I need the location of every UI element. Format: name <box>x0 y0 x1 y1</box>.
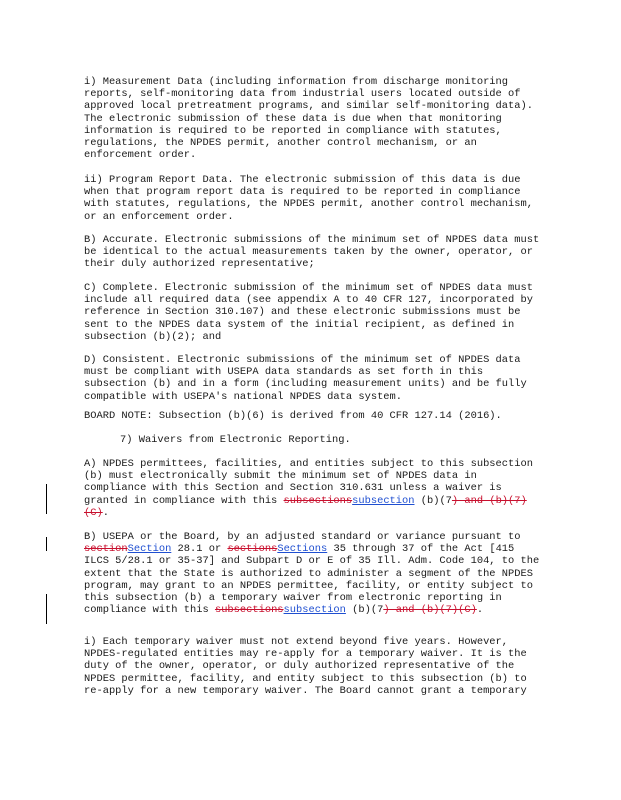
paragraph-text <box>84 531 544 616</box>
text-run: B) USEPA or the Board, by an adjusted standard or variance pursuant to <box>84 531 521 543</box>
paragraph-text: i) Measurement Data (including information from discharge monitoring reports, self-monitoring data from industrial users located outside of approved local pretreatment programs, and similar self-monitoring data). The electronic submission of these data is due when that monitoring information is required to be reported in compliance with statutes, regulations, the NPDES permit, another control mechanism, or an enforcement order. <box>84 76 533 162</box>
paragraph-waiver-b <box>84 531 544 616</box>
paragraph-accurate <box>84 234 544 271</box>
paragraph-waiver-i <box>84 636 544 697</box>
paragraph-text: BOARD NOTE: Subsection (b)(6) is derived from 40 CFR 127.14 (2016). <box>84 410 502 422</box>
heading-text: 7) Waivers from Electronic Reporting. <box>120 434 351 446</box>
deleted-text: sections <box>227 543 278 556</box>
paragraph-text: i) Each temporary waiver must not extend beyond five years. However, NPDES-regulated entities may re-apply for a temporary waiver. It is the duty of the owner, operator, or duly authorized representative of the NPDES permittee, facility, and entity subject to this subsection (b) to re-apply for a new temporary waiver. The Board cannot grant a temporary <box>84 636 527 697</box>
inserted-text: subsection <box>283 604 346 617</box>
paragraph-waiver-a <box>84 458 544 519</box>
paragraph-text: B) Accurate. Electronic submissions of the minimum set of NPDES data must be identical to the actual measurements taken by the owner, operator, or their duly authorized representative; <box>84 234 540 271</box>
paragraph-text: D) Consistent. Electronic submissions of the minimum set of NPDES data must be compliant with USEPA data standards as set forth in this subsection (b) and in a form (including measurement units) and be fully compatible with USEPA's national NPDES data system. <box>84 354 527 403</box>
section-heading-waivers <box>84 434 544 446</box>
paragraph-program-report-data <box>84 174 544 223</box>
paragraph-text <box>84 458 544 519</box>
text-run: 28.1 or <box>171 543 228 556</box>
board-note <box>84 410 544 422</box>
inserted-text: Sections <box>277 543 328 556</box>
text-run: A) NPDES permittees, facilities, and entities subject to this subsection (b) must electronically submit the minimum set of NPDES data in compliance with this Section and Section 310.631 unless a waiver is granted in compliance with this <box>84 458 533 507</box>
paragraph-consistent <box>84 354 544 403</box>
inserted-text: subsection <box>352 494 415 507</box>
change-bar <box>46 537 47 551</box>
deleted-text: ) and (b)(7)(C) <box>84 494 527 519</box>
text-run: . <box>102 506 109 519</box>
text-run: (b)(7 <box>345 604 384 617</box>
inserted-text: Section <box>127 543 172 556</box>
paragraph-text: C) Complete. Electronic submission of the minimum set of NPDES data must include all required data (see appendix A to 40 CFR 127, incorporated by reference in Section 310.107) and these electronic submissions must be sent to the NPDES data system of the initial recipient, as defined in subsection (b)(2); and <box>84 282 533 343</box>
deleted-text: ) and (b)(7)(C) <box>383 604 477 617</box>
text-run: (b)(7 <box>414 494 452 507</box>
deleted-text: subsections <box>283 494 353 507</box>
change-bar <box>46 484 47 514</box>
paragraph-measurement-data <box>84 76 544 161</box>
text-run: . <box>476 604 484 617</box>
deleted-text: section <box>84 543 128 556</box>
change-bar <box>46 594 47 624</box>
deleted-text: subsections <box>214 604 284 617</box>
paragraph-text: ii) Program Report Data. The electronic submission of this data is due when that program report data is required to be reported in compliance with statutes, regulations, the NPDES permit, another control mechanism, or an enforcement order. <box>84 174 533 223</box>
text-run: 35 through 37 of the Act [415 ILCS 5/28.1 or 35-37] and Subpart D or E of 35 Ill. Adm. Code 104, to the extent that the State is authorized to administer a segment of the NPDES program, may grant to an NPDES permittee, facility, or entity subject to this subsection (b) a temporary waiver from electronic reporting in compliance with this <box>84 543 540 617</box>
paragraph-complete <box>84 282 544 343</box>
